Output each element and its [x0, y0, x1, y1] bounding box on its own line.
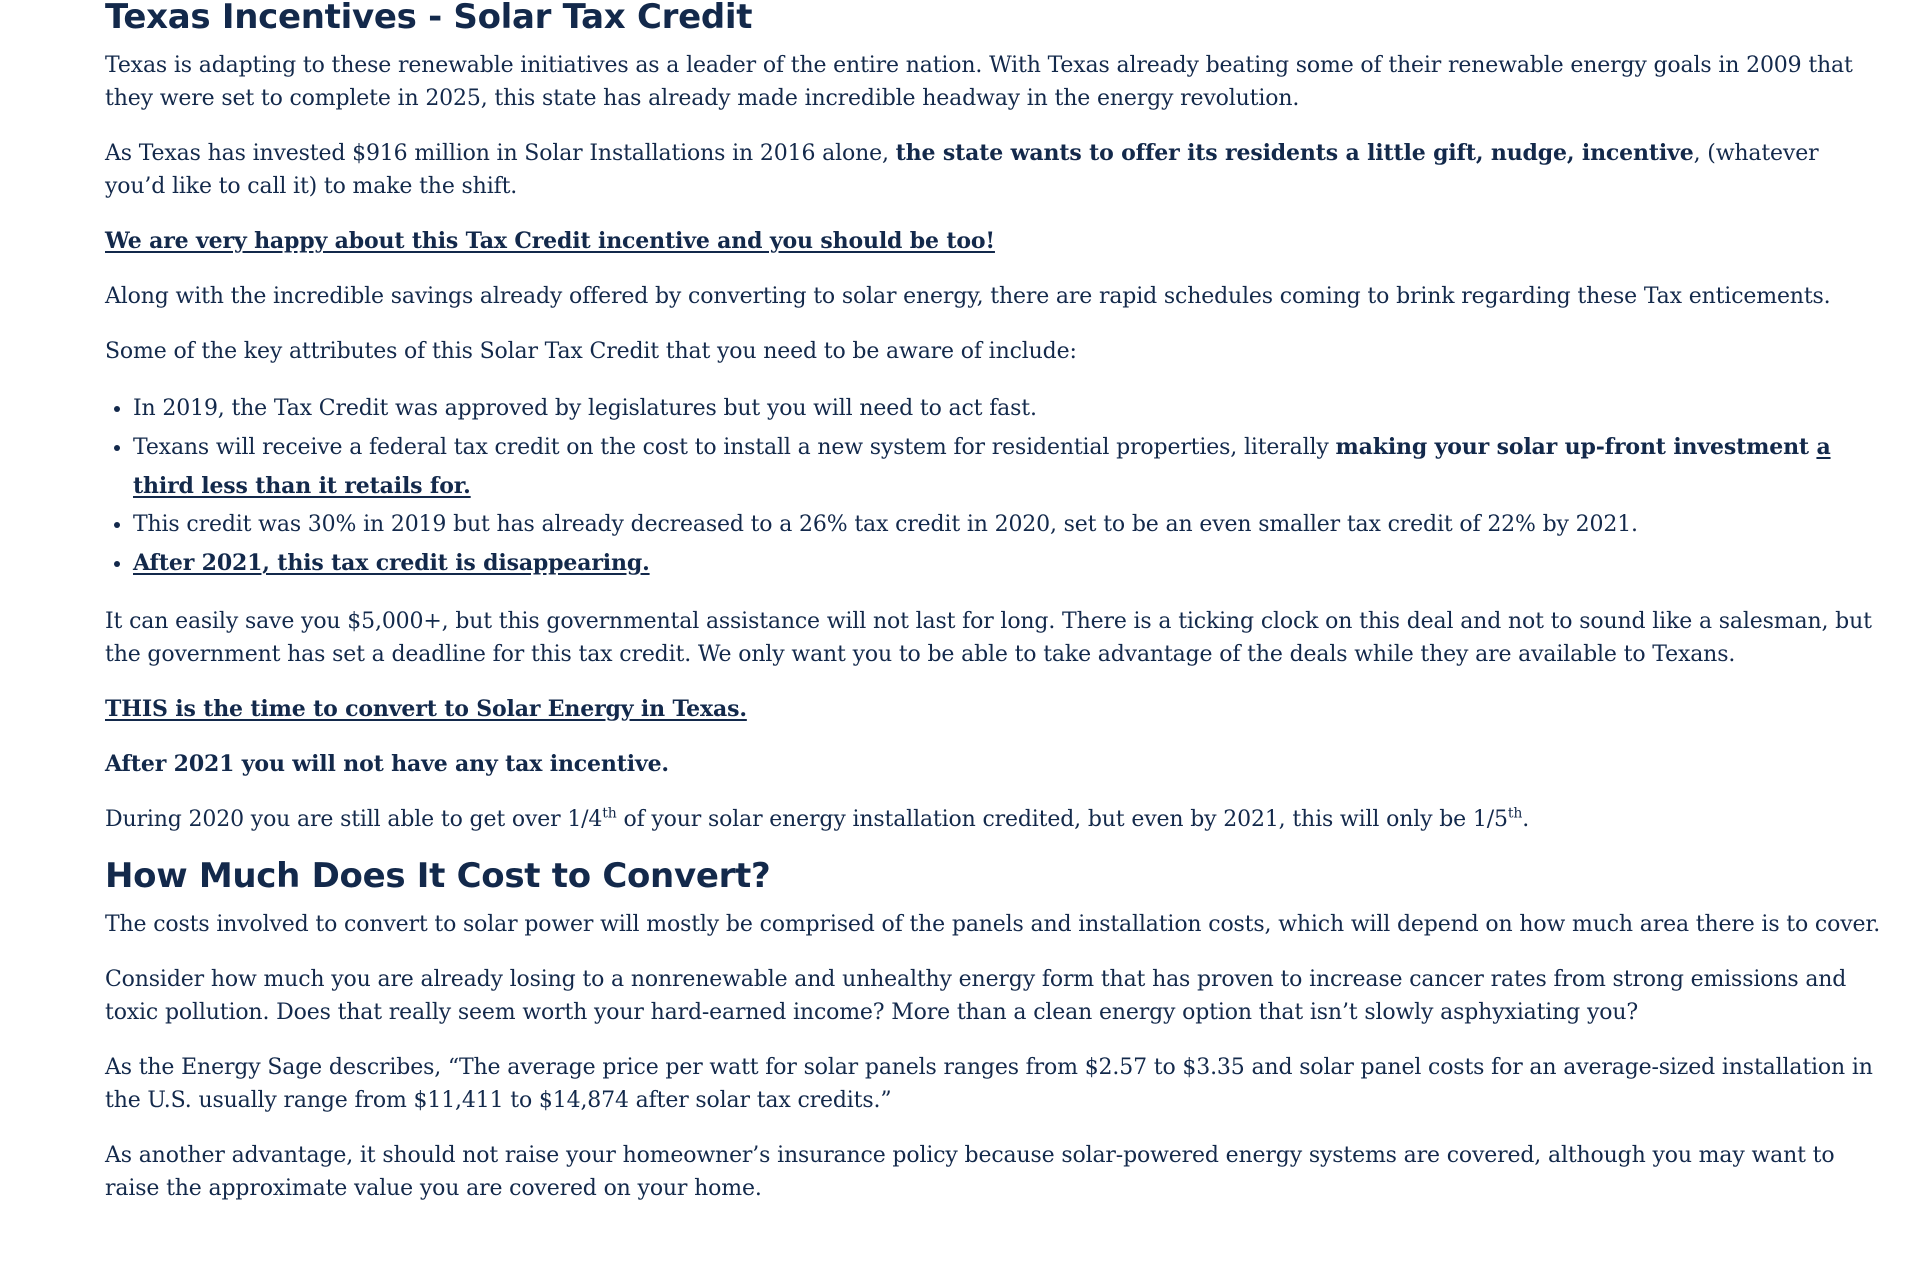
paragraph-after-2021 — [105, 748, 1885, 781]
paragraph-intro: Texas is adapting to these renewable initiatives as a leader of the entire nation. With Texas already beating some of their renewable energy goals in 2009 that they were set to complete in 2025, this state has already made incredible headway in the energy revolution. — [105, 53, 1853, 111]
fractions-text-mid: of your solar energy installation credited, but even by 2021, this will only be 1/5 — [616, 807, 1508, 832]
list-item-disappearing: After 2021, this tax credit is disappearing. — [133, 550, 650, 576]
superscript-th: th — [1507, 805, 1523, 822]
attributes-list — [105, 390, 1885, 583]
fractions-text-start: During 2020 you are still able to get over 1/4 — [105, 807, 603, 832]
list-item-text: Texans will receive a federal tax credit on the cost to install a new system for residential properties, literally — [133, 435, 1336, 460]
list-item: • This credit was 30% in 2019 but has already decreased to a 26% tax credit in 2020, set to be an even smaller tax credit of 22% by 2021. — [133, 506, 1885, 544]
paragraph-energy-sage: As the Energy Sage describes, “The average price per watt for solar panels ranges from $2.57 to $3.35 and solar panel costs for an average-sized installation in the U.S. usually range from $11,411 to $14,874 after solar tax credits.” — [105, 1055, 1873, 1113]
paragraph-insurance: As another advantage, it should not raise your homeowner’s insurance policy because solar-powered energy systems are covered, although you may want to raise the approximate value you are covered on your home. — [105, 1143, 1835, 1201]
fractions-text-end: . — [1522, 807, 1530, 832]
paragraph-savings: Along with the incredible savings already offered by converting to solar energy, there are rapid schedules coming to brink regarding these Tax enticements. — [105, 284, 1831, 309]
time-to-convert-text: THIS is the time to convert to Solar Energy in Texas. — [105, 696, 747, 722]
section-heading-tax-credit: Texas Incentives - Solar Tax Credit — [105, 0, 753, 37]
happy-emphasis-text: We are very happy about this Tax Credit incentive and you should be too! — [105, 228, 995, 254]
superscript-th: th — [602, 805, 617, 822]
list-item-underline: a third less than it retails for. — [133, 434, 1831, 499]
paragraph-investment-bold: the state wants to offer its residents a little gift, nudge, incentive — [895, 140, 1694, 166]
paragraph-save-money: It can easily save you $5,000+, but this governmental assistance will not last for long. There is a ticking clock on this deal and not to sound like a salesman, but the government has set a deadline for this tax credit. We only want you to be able to take advantage of the deals while they are available to Texans. — [105, 609, 1872, 667]
after-2021-text: After 2021 you will not have any tax incentive. — [105, 751, 669, 777]
paragraph-costs: The costs involved to convert to solar power will mostly be comprised of the panels and installation costs, which will depend on how much area there is to cover. — [105, 912, 1881, 937]
paragraph-fractions — [105, 803, 1885, 836]
list-item — [133, 544, 1885, 583]
list-item-bold: making your solar up-front investment — [1335, 434, 1817, 460]
paragraph-consider: Consider how much you are already losing to a nonrenewable and unhealthy energy form that has proven to increase cancer rates from strong emissions and toxic pollution. Does that really seem worth your hard-earned income? More than a clean energy option that isn’t slowly asphyxiating you? — [105, 967, 1847, 1025]
paragraph-investment-end: , (whatever you’d like to call it) to make the shift. — [105, 141, 1819, 199]
list-item — [133, 428, 1885, 506]
list-item: • In 2019, the Tax Credit was approved by legislatures but you will need to act fast. — [133, 390, 1885, 428]
article-body — [105, 0, 1885, 1227]
paragraph-investment-text: As Texas has invested $916 million in Solar Installations in 2016 alone, — [105, 141, 896, 166]
paragraph-happy — [105, 225, 1885, 258]
paragraph-investment — [105, 137, 1885, 203]
paragraph-time-to-convert — [105, 693, 1885, 726]
paragraph-key-attributes: Some of the key attributes of this Solar Tax Credit that you need to be aware of include: — [105, 339, 1077, 364]
section-heading-cost: How Much Does It Cost to Convert? — [105, 856, 771, 896]
